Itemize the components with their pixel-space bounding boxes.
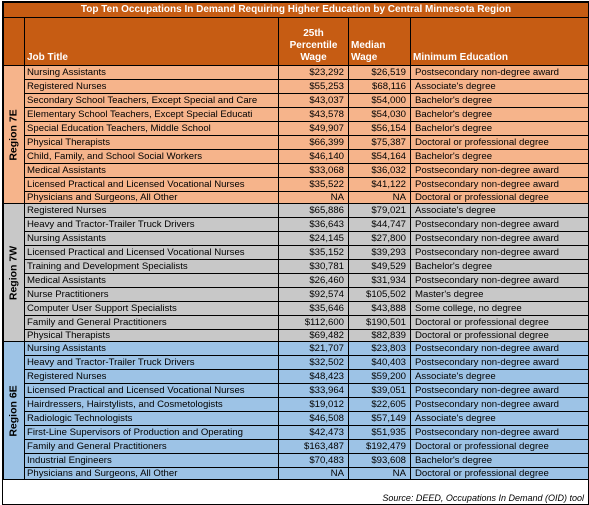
median-wage-cell: $56,154 (349, 122, 411, 136)
p25-wage-cell: $33,964 (279, 384, 349, 398)
table-row (4, 218, 589, 232)
p25-wage-cell: $163,487 (279, 440, 349, 454)
table-row (4, 274, 589, 288)
table-row (4, 440, 589, 454)
median-wage-cell: $93,608 (349, 454, 411, 468)
job-title-cell: Licensed Practical and Licensed Vocational Nurses (25, 246, 279, 260)
table-row (4, 136, 589, 150)
median-wage-cell: $43,888 (349, 302, 411, 316)
median-wage-cell: $31,934 (349, 274, 411, 288)
job-title-cell: Heavy and Tractor-Trailer Truck Drivers (25, 218, 279, 232)
job-title-cell: Medical Assistants (25, 164, 279, 178)
p25-wage-cell: $26,460 (279, 274, 349, 288)
min-education-cell: Postsecondary non-degree award (411, 398, 589, 412)
p25-wage-cell: $32,502 (279, 356, 349, 370)
min-education-cell: Doctoral or professional degree (411, 440, 589, 454)
job-title-cell: Elementary School Teachers, Except Special Educati (25, 108, 279, 122)
job-title-cell: First-Line Supervisors of Production and Operating (25, 426, 279, 440)
job-title-cell: Industrial Engineers (25, 454, 279, 468)
region-label: Region 7E (7, 108, 20, 161)
job-title-cell: Physical Therapists (25, 136, 279, 150)
table-title-row (4, 3, 589, 18)
occupations-table (3, 2, 589, 480)
table-row (4, 412, 589, 426)
p25-wage-cell: $112,600 (279, 316, 349, 330)
job-title-cell: Nursing Assistants (25, 342, 279, 356)
header-median-line2: Wage (351, 52, 378, 63)
job-title-cell: Computer User Support Specialists (25, 302, 279, 316)
region-label-cell (4, 342, 25, 480)
median-wage-cell: $22,605 (349, 398, 411, 412)
median-wage-cell: NA (349, 468, 411, 480)
min-education-cell: Bachelor's degree (411, 454, 589, 468)
job-title-cell: Medical Assistants (25, 274, 279, 288)
job-title-cell: Heavy and Tractor-Trailer Truck Drivers (25, 356, 279, 370)
median-wage-cell: $54,000 (349, 94, 411, 108)
header-25th-percentile-wage (279, 18, 349, 66)
min-education-cell: Doctoral or professional degree (411, 316, 589, 330)
min-education-cell: Postsecondary non-degree award (411, 164, 589, 178)
min-education-cell: Postsecondary non-degree award (411, 178, 589, 192)
header-row (4, 18, 589, 66)
median-wage-cell: $49,529 (349, 260, 411, 274)
min-education-cell: Postsecondary non-degree award (411, 66, 589, 80)
min-education-cell: Bachelor's degree (411, 108, 589, 122)
min-education-cell: Bachelor's degree (411, 122, 589, 136)
min-education-cell: Postsecondary non-degree award (411, 426, 589, 440)
p25-wage-cell: $35,152 (279, 246, 349, 260)
region-label-cell (4, 18, 25, 66)
header-p25-line1: 25th (303, 28, 324, 39)
p25-wage-cell: $49,907 (279, 122, 349, 136)
region-label-cell (4, 66, 25, 204)
p25-wage-cell: $30,781 (279, 260, 349, 274)
job-title-cell: Nurse Practitioners (25, 288, 279, 302)
median-wage-cell: $54,030 (349, 108, 411, 122)
p25-wage-cell: $21,707 (279, 342, 349, 356)
min-education-cell: Postsecondary non-degree award (411, 246, 589, 260)
median-wage-cell: $190,501 (349, 316, 411, 330)
min-education-cell: Postsecondary non-degree award (411, 356, 589, 370)
p25-wage-cell: $24,145 (279, 232, 349, 246)
median-wage-cell: $68,116 (349, 80, 411, 94)
p25-wage-cell: $19,012 (279, 398, 349, 412)
median-wage-cell: $59,200 (349, 370, 411, 384)
job-title-cell: Registered Nurses (25, 80, 279, 94)
min-education-cell: Doctoral or professional degree (411, 468, 589, 480)
p25-wage-cell: $48,423 (279, 370, 349, 384)
job-title-cell: Radiologic Technologists (25, 412, 279, 426)
table-row (4, 192, 589, 204)
job-title-cell: Physical Therapists (25, 330, 279, 342)
median-wage-cell: $105,502 (349, 288, 411, 302)
p25-wage-cell: $66,399 (279, 136, 349, 150)
header-median-wage (349, 18, 411, 66)
median-wage-cell: $44,747 (349, 218, 411, 232)
table-row (4, 370, 589, 384)
p25-wage-cell: $55,253 (279, 80, 349, 94)
job-title-cell: Nursing Assistants (25, 232, 279, 246)
table-row (4, 454, 589, 468)
median-wage-cell: $75,387 (349, 136, 411, 150)
table-row (4, 164, 589, 178)
min-education-cell: Postsecondary non-degree award (411, 232, 589, 246)
min-education-cell: Master's degree (411, 288, 589, 302)
job-title-cell: Registered Nurses (25, 370, 279, 384)
p25-wage-cell: $46,508 (279, 412, 349, 426)
job-title-cell: Physicians and Surgeons, All Other (25, 468, 279, 480)
p25-wage-cell: $23,292 (279, 66, 349, 80)
p25-wage-cell: $35,522 (279, 178, 349, 192)
job-title-cell: Secondary School Teachers, Except Special and Care (25, 94, 279, 108)
job-title-cell: Hairdressers, Hairstylists, and Cosmetologists (25, 398, 279, 412)
p25-wage-cell: $42,473 (279, 426, 349, 440)
p25-wage-cell: $92,574 (279, 288, 349, 302)
job-title-cell: Family and General Practitioners (25, 440, 279, 454)
p25-wage-cell: $65,886 (279, 204, 349, 218)
median-wage-cell: $57,149 (349, 412, 411, 426)
median-wage-cell: $41,122 (349, 178, 411, 192)
p25-wage-cell: $69,482 (279, 330, 349, 342)
job-title-cell: Family and General Practitioners (25, 316, 279, 330)
p25-wage-cell: $43,037 (279, 94, 349, 108)
median-wage-cell: $40,403 (349, 356, 411, 370)
table-row (4, 302, 589, 316)
min-education-cell: Associate's degree (411, 80, 589, 94)
job-title-cell: Registered Nurses (25, 204, 279, 218)
job-title-cell: Physicians and Surgeons, All Other (25, 192, 279, 204)
p25-wage-cell: $70,483 (279, 454, 349, 468)
min-education-cell: Some college, no degree (411, 302, 589, 316)
p25-wage-cell: $35,646 (279, 302, 349, 316)
median-wage-cell: $79,021 (349, 204, 411, 218)
min-education-cell: Doctoral or professional degree (411, 192, 589, 204)
median-wage-cell: NA (349, 192, 411, 204)
table-row (4, 260, 589, 274)
p25-wage-cell: $33,068 (279, 164, 349, 178)
job-title-cell: Special Education Teachers, Middle School (25, 122, 279, 136)
header-job-title: Job Title (25, 18, 279, 66)
min-education-cell: Postsecondary non-degree award (411, 218, 589, 232)
min-education-cell: Associate's degree (411, 204, 589, 218)
table-row (4, 80, 589, 94)
table-row (4, 342, 589, 356)
region-label-cell (4, 204, 25, 342)
min-education-cell: Associate's degree (411, 412, 589, 426)
table-row (4, 468, 589, 480)
median-wage-cell: $82,839 (349, 330, 411, 342)
table-row (4, 66, 589, 80)
region-label: Region 7W (7, 245, 20, 300)
header-minimum-education: Minimum Education (411, 18, 589, 66)
header-median-line1: Median (351, 40, 386, 51)
table-row (4, 356, 589, 370)
table-row (4, 330, 589, 342)
table-row (4, 232, 589, 246)
table-row (4, 398, 589, 412)
table-row (4, 150, 589, 164)
median-wage-cell: $51,935 (349, 426, 411, 440)
min-education-cell: Postsecondary non-degree award (411, 274, 589, 288)
min-education-cell: Postsecondary non-degree award (411, 384, 589, 398)
job-title-cell: Licensed Practical and Licensed Vocational Nurses (25, 178, 279, 192)
table-row (4, 246, 589, 260)
median-wage-cell: $27,800 (349, 232, 411, 246)
min-education-cell: Doctoral or professional degree (411, 330, 589, 342)
table-row (4, 108, 589, 122)
table-row (4, 426, 589, 440)
header-p25-line3: Wage (300, 52, 327, 63)
min-education-cell: Associate's degree (411, 370, 589, 384)
table-row (4, 316, 589, 330)
job-title-cell: Child, Family, and School Social Workers (25, 150, 279, 164)
min-education-cell: Bachelor's degree (411, 94, 589, 108)
min-education-cell: Bachelor's degree (411, 260, 589, 274)
median-wage-cell: $39,293 (349, 246, 411, 260)
min-education-cell: Bachelor's degree (411, 150, 589, 164)
median-wage-cell: $192,479 (349, 440, 411, 454)
p25-wage-cell: NA (279, 192, 349, 204)
table-row (4, 384, 589, 398)
min-education-cell: Postsecondary non-degree award (411, 342, 589, 356)
table-row (4, 178, 589, 192)
median-wage-cell: $26,519 (349, 66, 411, 80)
source-note: Source: DEED, Occupations In Demand (OID) tool (382, 493, 584, 503)
median-wage-cell: $39,051 (349, 384, 411, 398)
median-wage-cell: $23,803 (349, 342, 411, 356)
occupations-table-container (2, 1, 589, 505)
table-row (4, 288, 589, 302)
min-education-cell: Doctoral or professional degree (411, 136, 589, 150)
table-row (4, 94, 589, 108)
p25-wage-cell: $43,578 (279, 108, 349, 122)
table-title: Top Ten Occupations In Demand Requiring Higher Education by Central Minnesota Region (4, 3, 589, 18)
p25-wage-cell: $36,643 (279, 218, 349, 232)
job-title-cell: Licensed Practical and Licensed Vocational Nurses (25, 384, 279, 398)
p25-wage-cell: $46,140 (279, 150, 349, 164)
job-title-cell: Training and Development Specialists (25, 260, 279, 274)
region-label: Region 6E (7, 384, 20, 437)
p25-wage-cell: NA (279, 468, 349, 480)
table-row (4, 204, 589, 218)
median-wage-cell: $36,032 (349, 164, 411, 178)
median-wage-cell: $54,164 (349, 150, 411, 164)
header-p25-line2: Percentile (289, 40, 338, 51)
job-title-cell: Nursing Assistants (25, 66, 279, 80)
table-row (4, 122, 589, 136)
